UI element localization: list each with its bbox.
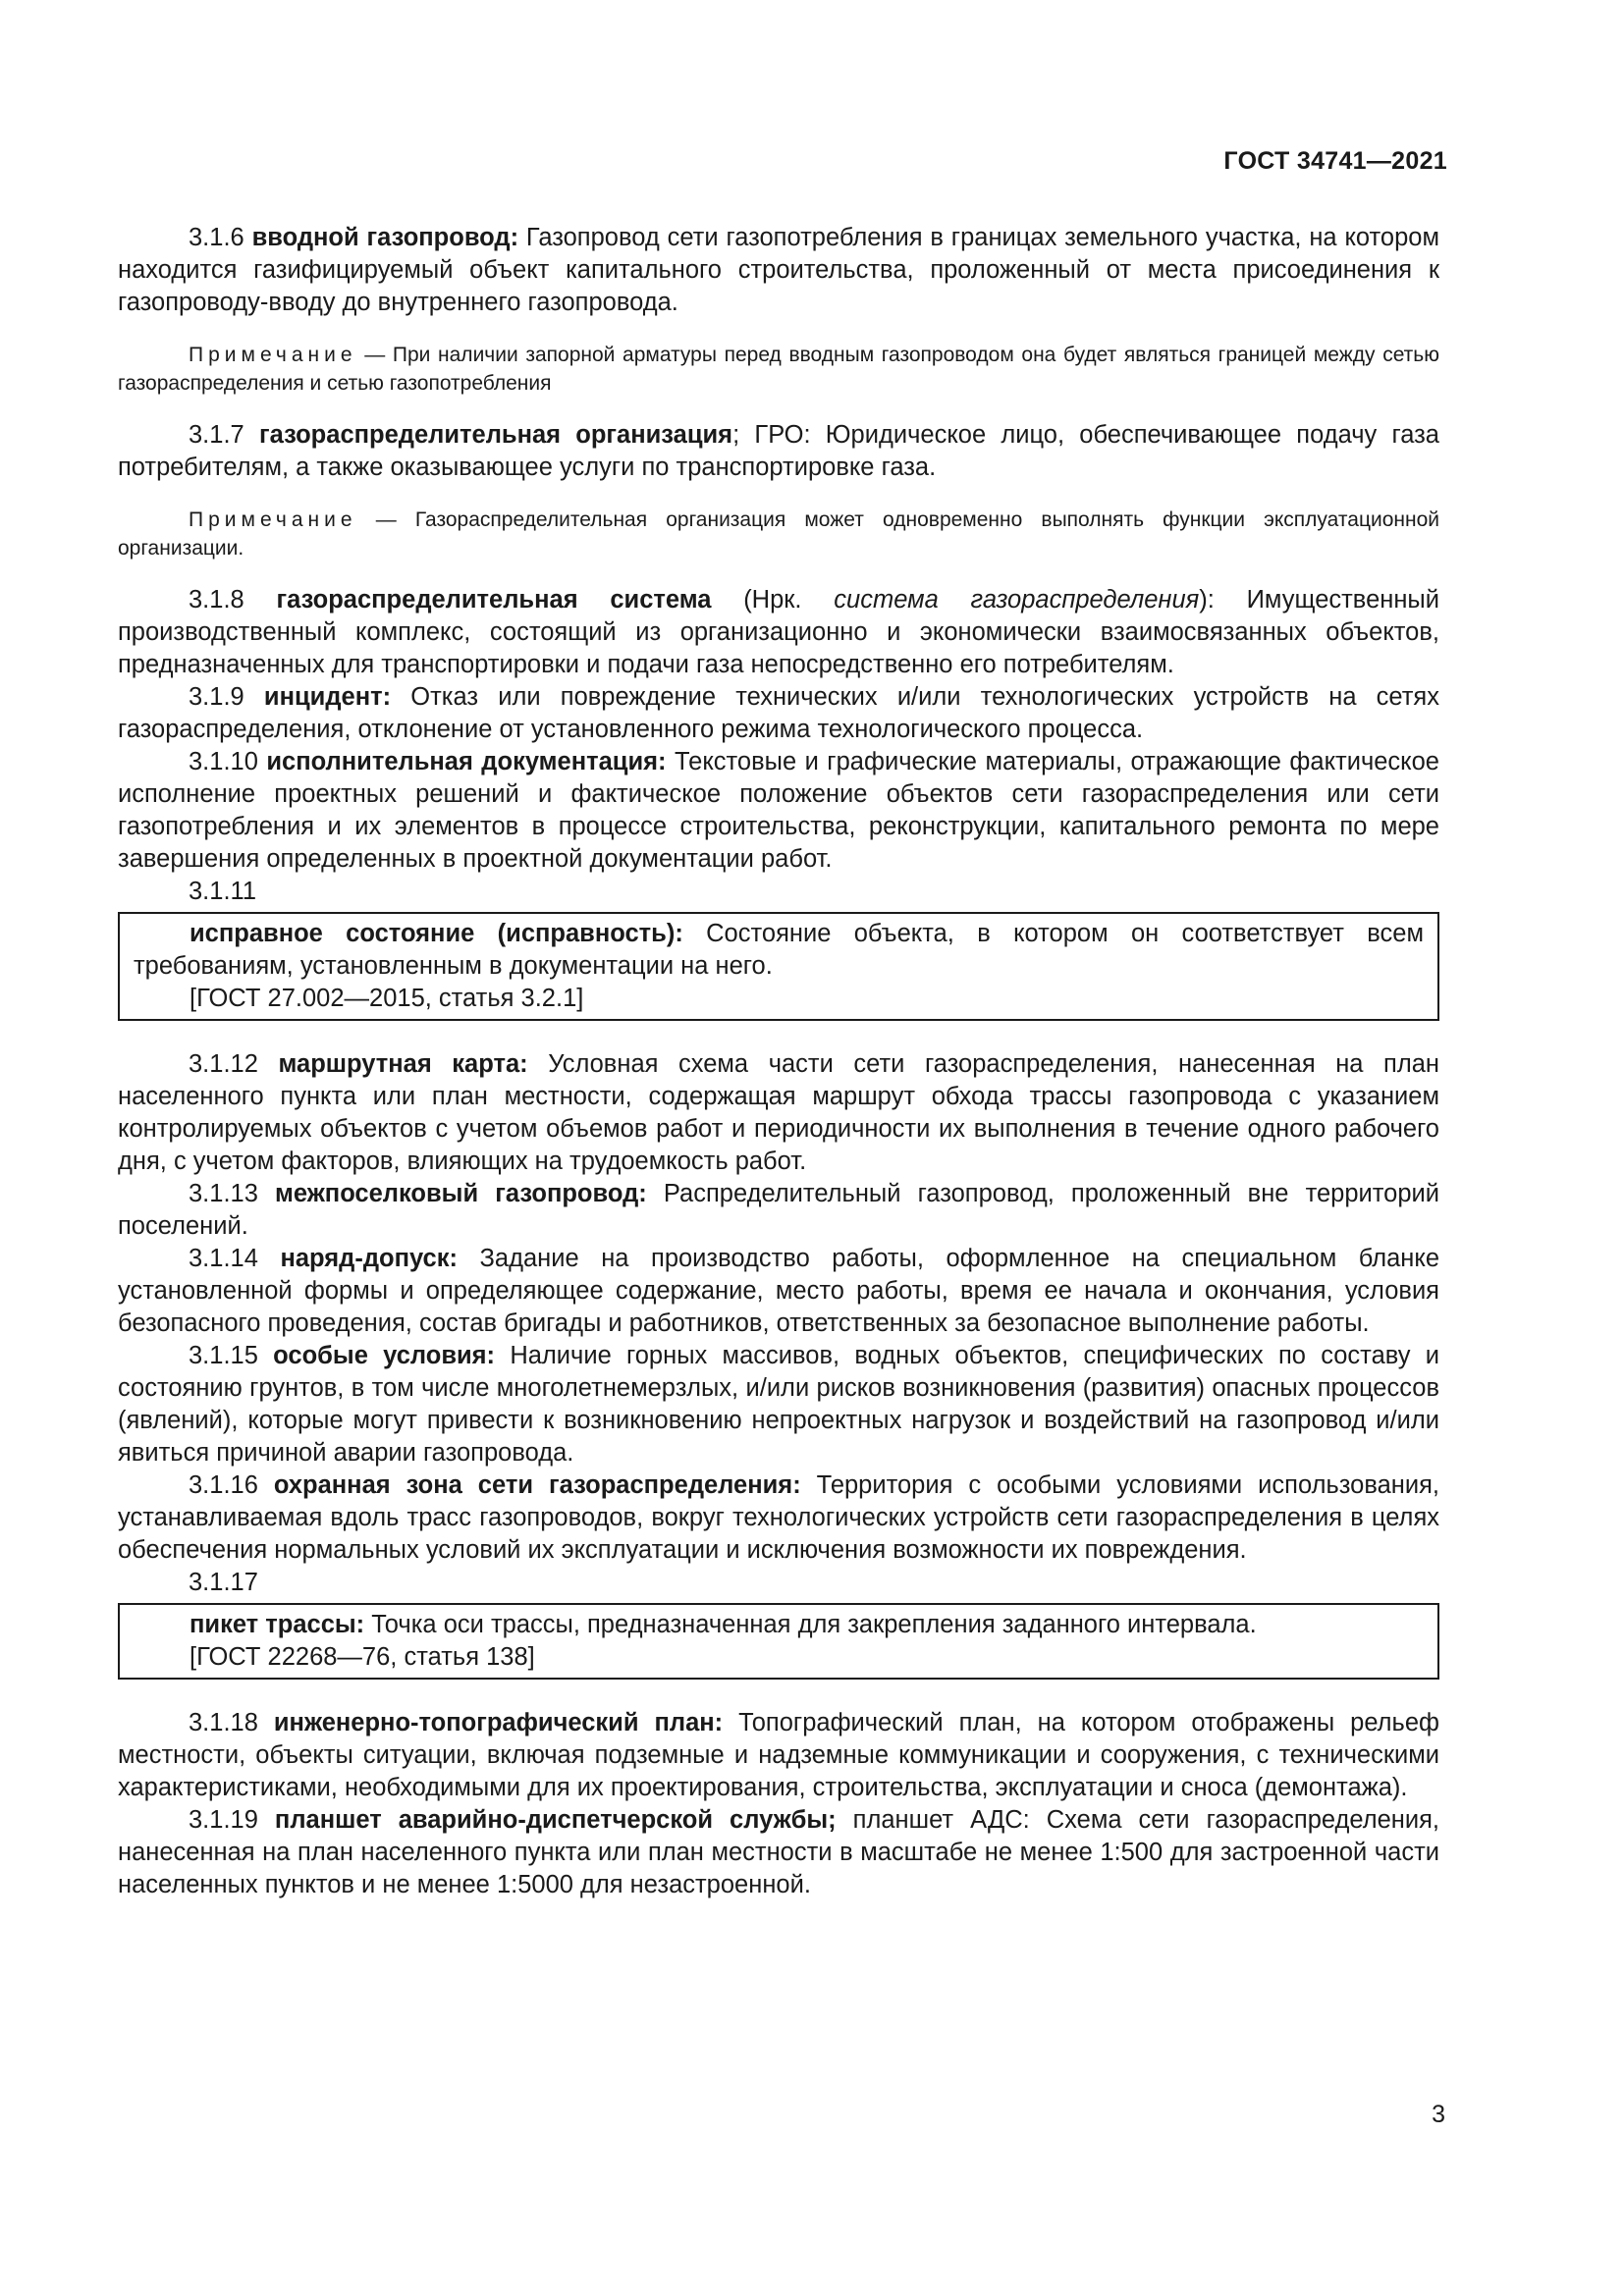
entry-deprecated-term: система газораспределения — [834, 586, 1200, 614]
entry-3-1-7 — [118, 419, 1439, 484]
entry-number: 3.1.10 — [189, 748, 267, 775]
entry-prefix: (Нрк. — [711, 586, 835, 614]
entry-3-1-8 — [118, 584, 1439, 681]
entry-definition: Задание на производство работы, оформленное на специальном бланке установленной формы и определяющее содержание, место работы, время ее начала и окончания, условия безопасного проведения, состав бригады и работников, ответственных за безопасное выполнение работы. — [118, 1245, 1439, 1337]
entry-3-1-15 — [118, 1340, 1439, 1469]
entry-definition: Распределительный газопровод, проложенный вне территорий поселений. — [118, 1180, 1439, 1240]
entry-3-1-9 — [118, 681, 1439, 746]
entry-number: 3.1.18 — [189, 1709, 274, 1736]
entry-term: исполнительная документация: — [266, 748, 667, 775]
entry-term: инцидент: — [263, 683, 392, 711]
entry-definition: Точка оси трассы, предназначенная для закрепления заданного интервала. — [364, 1611, 1257, 1638]
entry-term: пикет трассы: — [189, 1611, 365, 1638]
entry-definition: Топографический план, на котором отображены рельеф местности, объекты ситуации, включая подземные и надземные коммуникации и сооружения, с техническими характеристиками, необходимыми для их проектирования, строительства, эксплуатации и сноса (демонтажа). — [118, 1709, 1440, 1801]
entry-number: 3.1.8 — [189, 586, 277, 614]
entry-3-1-12 — [118, 1048, 1439, 1178]
entry-definition: Текстовые и графические материалы, отражающие фактическое исполнение проектных решений и фактическое положение объектов сети газораспределения или сети газопотребления и их элементов в процессе строительства, реконструкции, капитального ремонта по мере завершения определенных в проектной документации работ. — [118, 748, 1439, 873]
entry-number: 3.1.7 — [189, 421, 259, 449]
note-text: — Газораспределительная организация может одновременно выполнять функции эксплуатационной организации. — [118, 508, 1439, 560]
entry-term: исправное состояние (исправность): — [189, 920, 683, 947]
entry-definition: Газопровод сети газопотребления в границах земельного участка, на котором находится газифицируемый объект капитального строительства, проложенный от места присоединения к газопроводу-вводу до внутреннего газопровода. — [118, 224, 1439, 316]
entry-definition: Состояние объекта, в котором он соответствует всем требованиям, установленным в документации на него. — [134, 920, 1424, 980]
entry-term: инженерно-топографический план: — [273, 1709, 724, 1736]
entry-3-1-18 — [118, 1707, 1439, 1804]
entry-definition: ; ГРО: Юридическое лицо, обеспечивающее подачу газа потребителям, а также оказывающее услуги по транспортировке газа. — [118, 421, 1439, 481]
entry-number: 3.1.13 — [189, 1180, 275, 1207]
entry-term: охранная зона сети газораспределения: — [273, 1471, 801, 1499]
entry-term: планшет аварийно-диспетчерской службы; — [274, 1806, 837, 1834]
entry-number: 3.1.11 — [189, 878, 257, 905]
entry-number: 3.1.16 — [189, 1471, 274, 1499]
entry-3-1-11 — [134, 918, 1424, 983]
entry-3-1-19 — [118, 1804, 1439, 1901]
entry-definition: Наличие горных массивов, водных объектов, специфических по составу и состоянию грунтов, в том числе многолетнемерзлых, и/или рисков возникновения (развития) опасных процессов (явлений), которые могут привести к возникновению непроектных нагрузок и воздействий на газопровод и/или явиться причиной аварии газопровода. — [118, 1342, 1439, 1467]
entry-3-1-6 — [118, 222, 1439, 319]
entry-3-1-13 — [118, 1178, 1439, 1243]
entry-number: 3.1.19 — [189, 1806, 275, 1834]
entry-definition: Территория с особыми условиями использования, устанавливаемая вдоль трасс газопроводов, вокруг технологических устройств сети газораспределения в целях обеспечения нормальных условий их эксплуатации и исключения возможности их повреждения. — [118, 1471, 1439, 1564]
entry-definition: Отказ или повреждение технических и/или технологических устройств на сетях газораспределения, отклонение от установленного режима технологического процесса. — [118, 683, 1439, 743]
note-label: Примечание — [189, 344, 357, 366]
entry-number: 3.1.15 — [189, 1342, 274, 1369]
entry-term: маршрутная карта: — [278, 1050, 528, 1078]
entry-term: наряд-допуск: — [280, 1245, 458, 1272]
entry-definition: ): Имущественный производственный комплекс, состоящий из организационно и экономически взаимосвязанных объектов, предназначенных для транспортировки и подачи газа непосредственно его потребителям. — [118, 586, 1439, 678]
entry-number: 3.1.9 — [189, 683, 264, 711]
note-label: Примечание — [189, 508, 357, 531]
source-reference: [ГОСТ 22268—76, статья 138] — [189, 1643, 535, 1671]
note — [118, 506, 1439, 562]
note — [118, 341, 1439, 398]
page-number: 3 — [1432, 2101, 1445, 2128]
entry-definition: Условная схема части сети газораспределения, нанесенная на план населенного пункта или план местности, содержащая маршрут обхода трассы газопровода с указанием контролируемых объектов с учетом объемов работ и периодичности их выполнения в течение одного рабочего дня, с учетом факторов, влияющих на трудоемкость работ. — [118, 1050, 1440, 1175]
term-box-3-1-11 — [118, 912, 1439, 1021]
term-box-3-1-17 — [118, 1603, 1439, 1680]
standard-designation: ГОСТ 34741—2021 — [1223, 147, 1447, 175]
note-text: — При наличии запорной арматуры перед вводным газопроводом она будет являться границей между сетью газораспределения и сетью газопотребления — [118, 344, 1439, 395]
entry-3-1-16 — [118, 1469, 1439, 1567]
entry-term: особые условия: — [273, 1342, 496, 1369]
source-reference: [ГОСТ 27.002—2015, статья 3.2.1] — [189, 985, 584, 1012]
entry-number: 3.1.17 — [189, 1569, 258, 1596]
entry-3-1-17 — [134, 1609, 1424, 1641]
entry-3-1-10 — [118, 746, 1439, 876]
entry-3-1-14 — [118, 1243, 1439, 1340]
entry-number: 3.1.6 — [189, 224, 252, 251]
entry-definition: планшет АДС: Схема сети газораспределения, нанесенная на план населенного пункта или план местности в масштабе не менее 1:500 для застроенной части населенных пунктов и не менее 1:5000 для незастроенной. — [118, 1806, 1440, 1898]
entry-number: 3.1.14 — [189, 1245, 281, 1272]
entry-term: газораспределительная система — [276, 586, 712, 614]
document-body — [118, 222, 1439, 1901]
entry-term: вводной газопровод: — [251, 224, 519, 251]
entry-number: 3.1.12 — [189, 1050, 279, 1078]
entry-term: газораспределительная организация — [258, 421, 733, 449]
entry-term: межпоселковый газопровод: — [275, 1180, 647, 1207]
